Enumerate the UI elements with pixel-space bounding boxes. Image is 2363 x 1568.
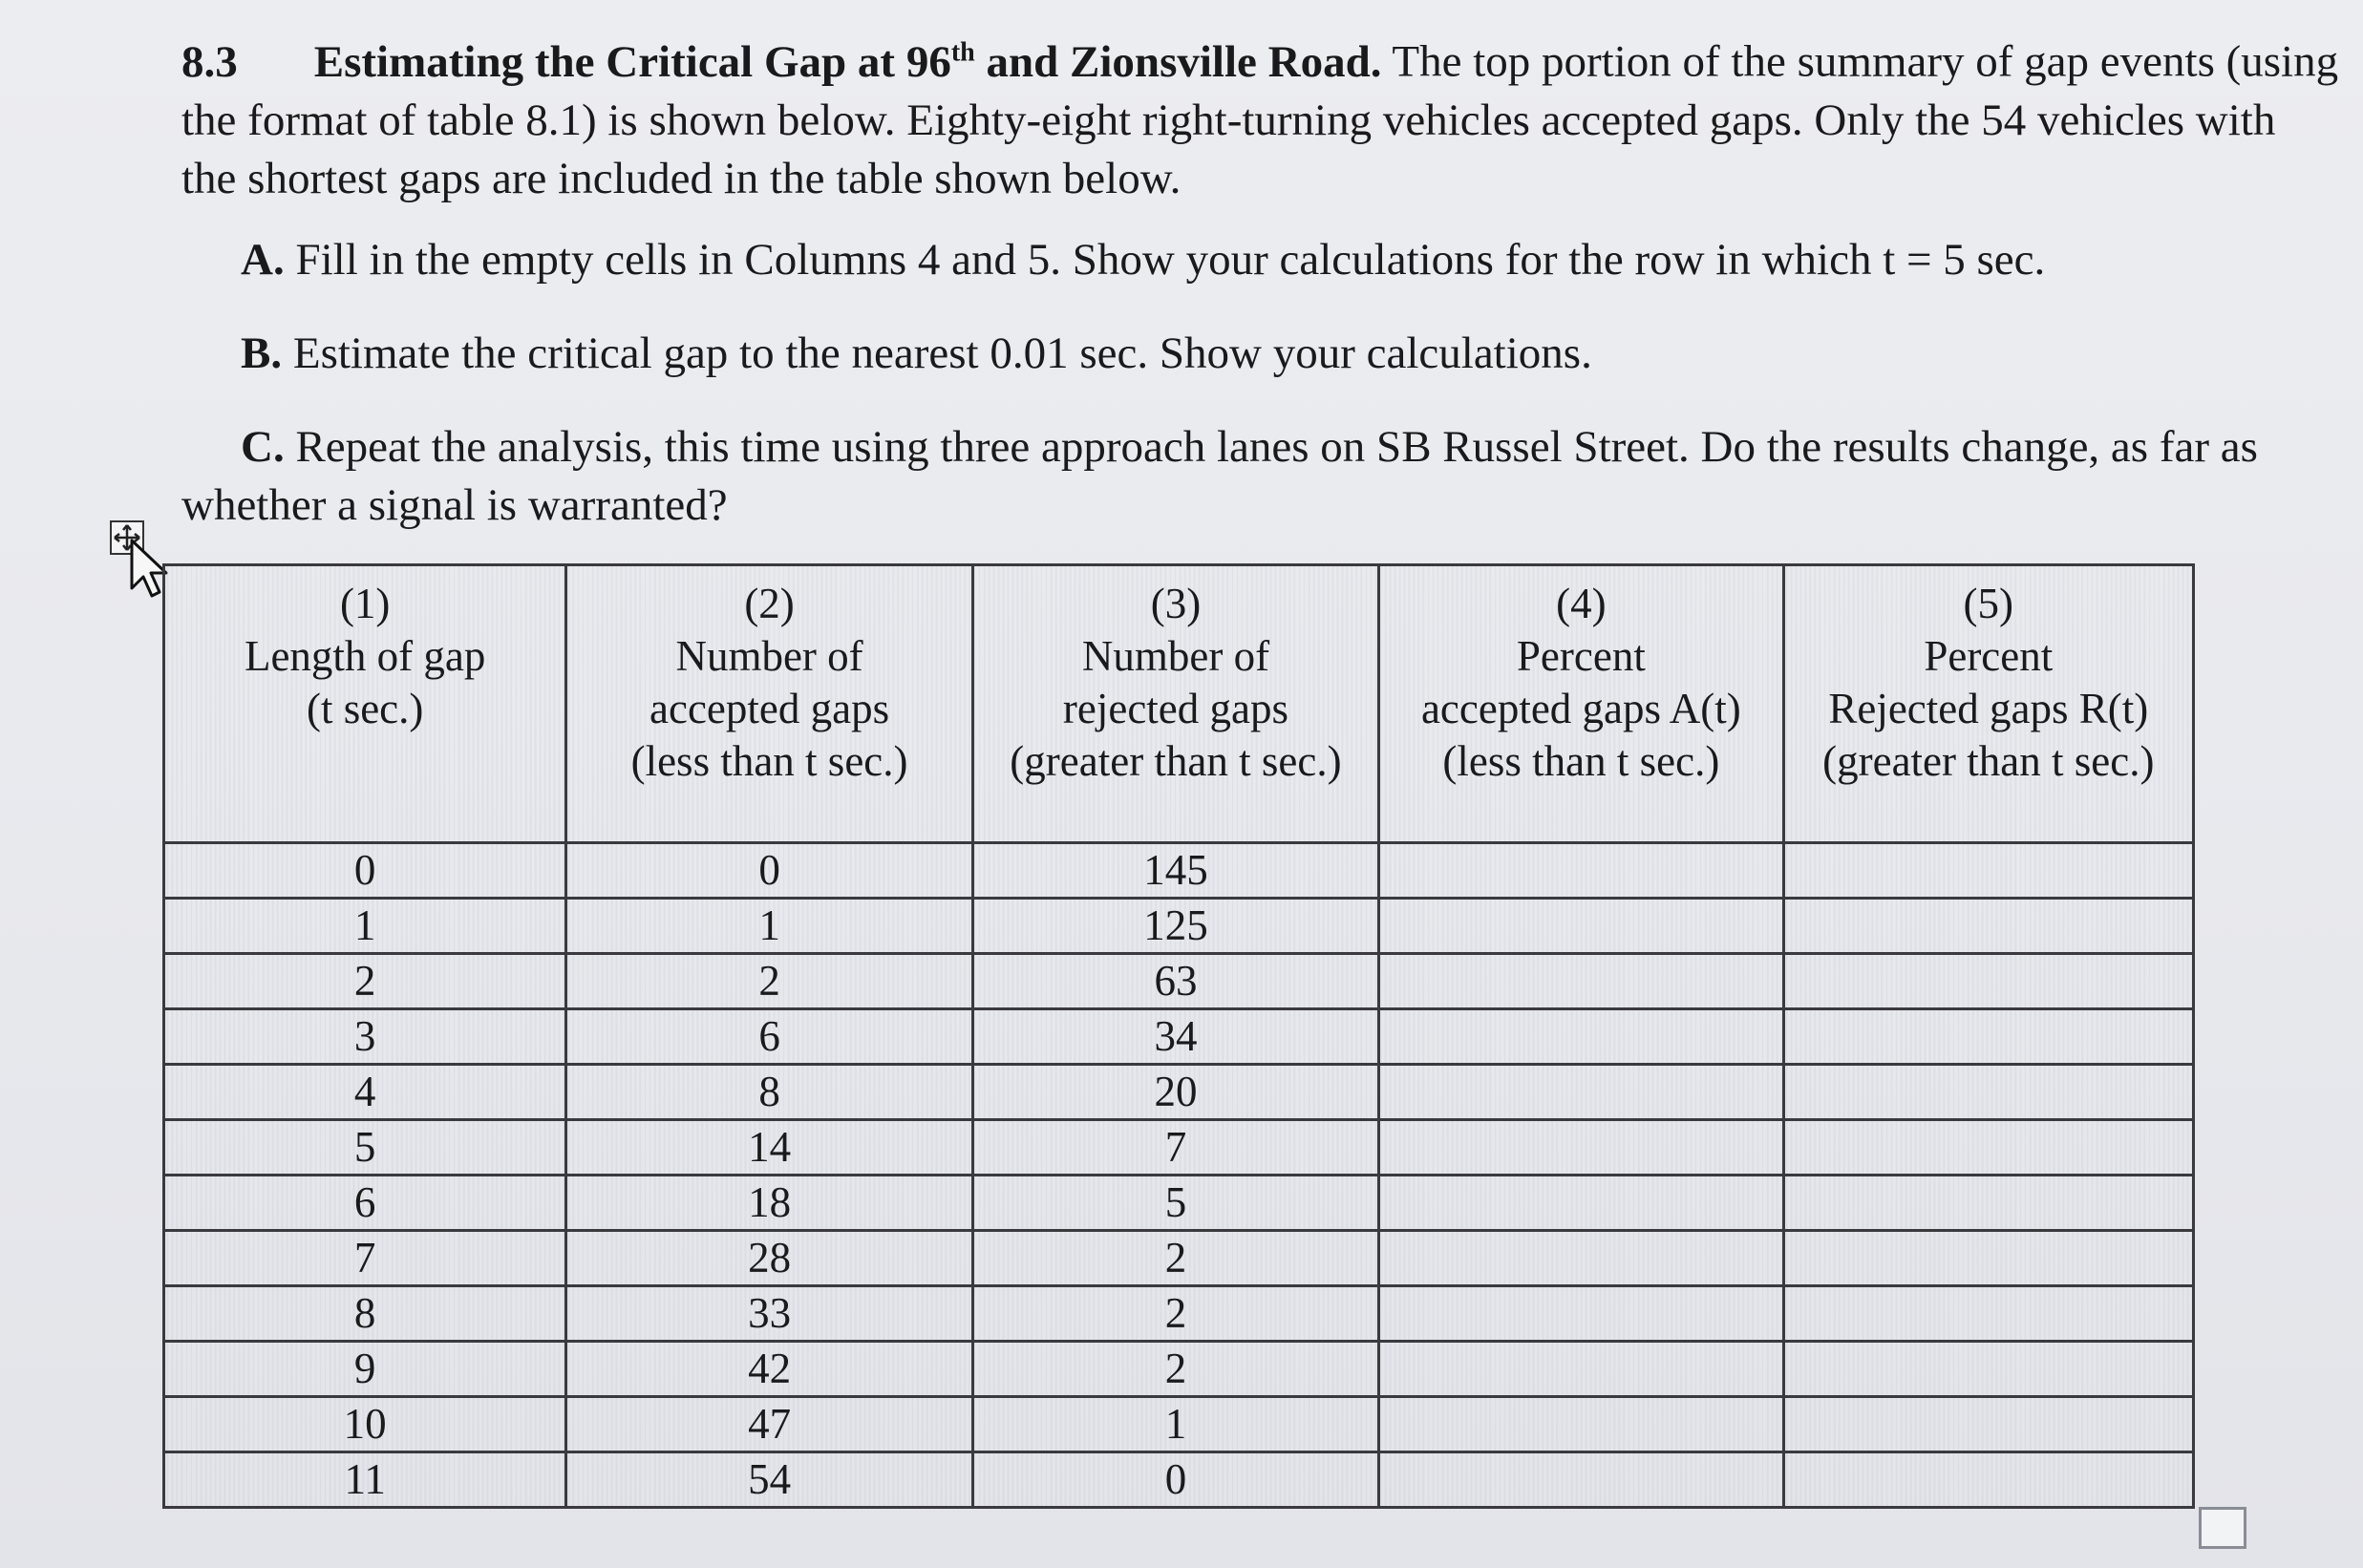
- header-col-4: (4) Percent accepted gaps A(t) (less than t sec.): [1379, 565, 1783, 843]
- table-cell-col-1: 3: [164, 1009, 566, 1065]
- table-cell-col-2: 18: [566, 1176, 972, 1231]
- table-cell-col-5[interactable]: [1783, 1176, 2193, 1231]
- table-row: [164, 899, 2194, 954]
- table-cell-col-1: 6: [164, 1176, 566, 1231]
- gap-events-table: [162, 563, 2195, 1509]
- intro-text: The top portion of the summary of gap events (using the format of table 8.1) is shown below. Eighty-eight right-turning vehicles accepted gaps. Only the 54 vehicles with the shortest gaps are included in the table shown below.: [181, 36, 2339, 203]
- table-header-row: [164, 565, 2194, 843]
- table-cell-col-1: 1: [164, 899, 566, 954]
- table-cell-col-2: 8: [566, 1065, 972, 1120]
- table-cell-col-3: 5: [972, 1176, 1378, 1231]
- table-row: [164, 1342, 2194, 1397]
- table-cell-col-4[interactable]: [1379, 1120, 1783, 1176]
- table-cell-col-4[interactable]: [1379, 954, 1783, 1009]
- table-cell-col-3: 1: [972, 1397, 1378, 1452]
- table-row: [164, 1397, 2194, 1452]
- header-col-1: (1) Length of gap (t sec.): [164, 565, 566, 843]
- table-cell-col-3: 7: [972, 1120, 1378, 1176]
- problem-intro: [181, 23, 2340, 208]
- table-cell-col-1: 9: [164, 1342, 566, 1397]
- table-cell-col-4[interactable]: [1379, 1397, 1783, 1452]
- table-cell-col-2: 33: [566, 1286, 972, 1342]
- table-cell-col-3: 2: [972, 1231, 1378, 1286]
- table-cell-col-5[interactable]: [1783, 1009, 2193, 1065]
- table-cell-col-1: 11: [164, 1452, 566, 1508]
- table-cell-col-1: 0: [164, 843, 566, 899]
- table-row: [164, 1286, 2194, 1342]
- table-cell-col-3: 125: [972, 899, 1378, 954]
- table-cell-col-2: 42: [566, 1342, 972, 1397]
- table-cell-col-1: 8: [164, 1286, 566, 1342]
- table-cell-col-2: 0: [566, 843, 972, 899]
- table-cell-col-4[interactable]: [1379, 1452, 1783, 1508]
- table-cell-col-1: 7: [164, 1231, 566, 1286]
- part-c: C. Repeat the analysis, this time using three approach lanes on SB Russel Street. Do the results change, as far as whether a signal is warranted?: [181, 422, 2258, 530]
- table-cell-col-2: 1: [566, 899, 972, 954]
- table-row: [164, 1065, 2194, 1120]
- table-cell-col-4[interactable]: [1379, 899, 1783, 954]
- table-cell-col-4[interactable]: [1379, 843, 1783, 899]
- table-cell-col-3: 63: [972, 954, 1378, 1009]
- table-cell-col-4[interactable]: [1379, 1286, 1783, 1342]
- table-cell-col-4[interactable]: [1379, 1231, 1783, 1286]
- header-col-5: (5) Percent Rejected gaps R(t) (greater than t sec.): [1783, 565, 2193, 843]
- table-row: [164, 1120, 2194, 1176]
- table-cell-col-3: 145: [972, 843, 1378, 899]
- table-cell-col-2: 28: [566, 1231, 972, 1286]
- table-cell-col-2: 47: [566, 1397, 972, 1452]
- table-cell-col-3: 2: [972, 1286, 1378, 1342]
- table-cell-col-4[interactable]: [1379, 1176, 1783, 1231]
- part-a: A. Fill in the empty cells in Columns 4 and 5. Show your calculations for the row in which t = 5 sec.: [241, 235, 2046, 285]
- table-row: [164, 954, 2194, 1009]
- table-row: [164, 1009, 2194, 1065]
- table-cell-col-5[interactable]: [1783, 1397, 2193, 1452]
- table-cell-col-5[interactable]: [1783, 1452, 2193, 1508]
- table-cell-col-5[interactable]: [1783, 1065, 2193, 1120]
- table-row: [164, 1176, 2194, 1231]
- table-cell-col-1: 4: [164, 1065, 566, 1120]
- table-row: [164, 843, 2194, 899]
- part-b: B. Estimate the critical gap to the nearest 0.01 sec. Show your calculations.: [241, 328, 1592, 378]
- table-cell-col-2: 6: [566, 1009, 972, 1065]
- problem-title: Estimating the Critical Gap at 96th and Zionsville Road.: [313, 36, 1382, 87]
- header-col-2: (2) Number of accepted gaps (less than t sec.): [566, 565, 972, 843]
- table-cell-col-3: 2: [972, 1342, 1378, 1397]
- table-cell-col-5[interactable]: [1783, 843, 2193, 899]
- table-body: [164, 843, 2194, 1508]
- table-cell-col-5[interactable]: [1783, 1120, 2193, 1176]
- table-cell-col-3: 0: [972, 1452, 1378, 1508]
- table-cell-col-2: 54: [566, 1452, 972, 1508]
- table-cell-col-4[interactable]: [1379, 1065, 1783, 1120]
- table-cell-col-4[interactable]: [1379, 1009, 1783, 1065]
- table-cell-col-2: 14: [566, 1120, 972, 1176]
- table-cell-col-1: 2: [164, 954, 566, 1009]
- table-cell-col-1: 10: [164, 1397, 566, 1452]
- table-cell-col-3: 34: [972, 1009, 1378, 1065]
- problem-number: 8.3: [181, 36, 238, 87]
- table-cell-col-1: 5: [164, 1120, 566, 1176]
- header-col-3: (3) Number of rejected gaps (greater than t sec.): [972, 565, 1378, 843]
- table-cell-col-5[interactable]: [1783, 899, 2193, 954]
- table-row: [164, 1452, 2194, 1508]
- problem-statement: [181, 23, 2340, 208]
- table-cell-col-3: 20: [972, 1065, 1378, 1120]
- table-cell-col-2: 2: [566, 954, 972, 1009]
- table-cell-col-5[interactable]: [1783, 954, 2193, 1009]
- resize-handle[interactable]: [2199, 1507, 2246, 1549]
- table-row: [164, 1231, 2194, 1286]
- table-cell-col-4[interactable]: [1379, 1342, 1783, 1397]
- table-cell-col-5[interactable]: [1783, 1231, 2193, 1286]
- table-cell-col-5[interactable]: [1783, 1342, 2193, 1397]
- table-cell-col-5[interactable]: [1783, 1286, 2193, 1342]
